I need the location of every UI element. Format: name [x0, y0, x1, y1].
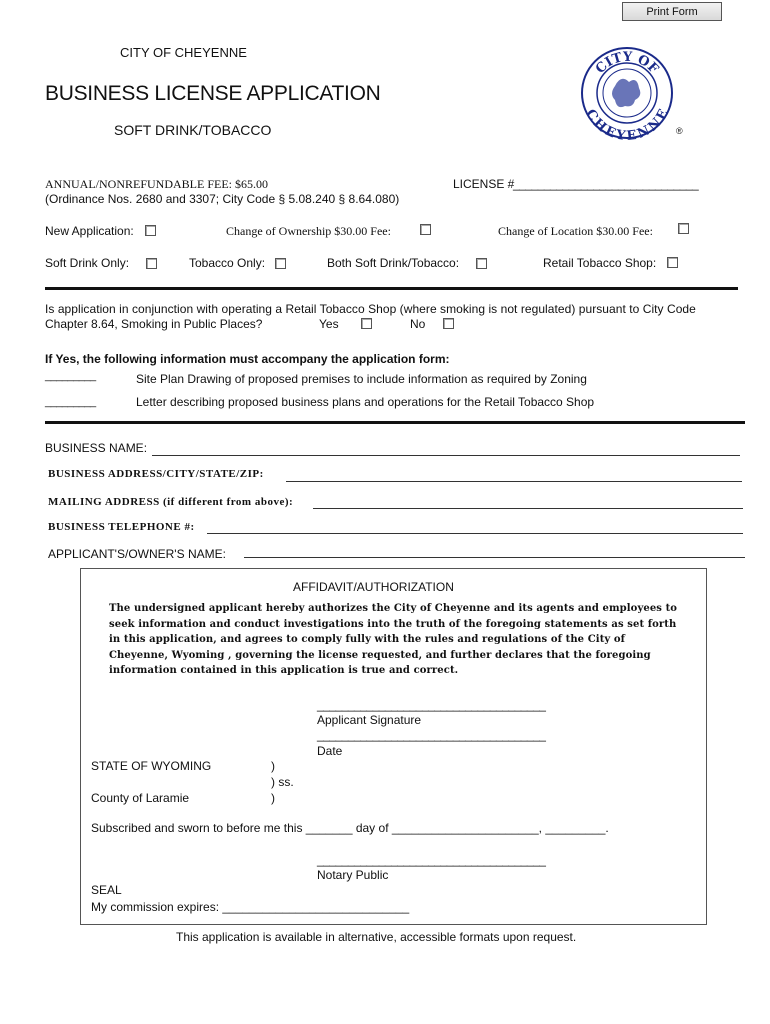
print-form-button[interactable]: Print Form	[622, 2, 722, 21]
paren-1: )	[271, 759, 275, 773]
retail-tobacco-shop-checkbox[interactable]	[667, 257, 678, 268]
business-telephone-label: BUSINESS TELEPHONE #:	[48, 521, 195, 533]
business-telephone-field[interactable]	[207, 533, 743, 534]
notary-signature-field[interactable]: _____________________________________	[317, 853, 546, 867]
seal-registered-mark: ®	[676, 126, 683, 136]
business-address-field[interactable]	[286, 481, 742, 482]
date-field[interactable]: _____________________________________	[317, 728, 546, 742]
change-location-label: Change of Location $30.00 Fee:	[498, 224, 653, 238]
change-location-checkbox[interactable]	[678, 223, 689, 234]
no-label: No	[410, 317, 426, 331]
divider	[45, 421, 745, 424]
commission-expires-line[interactable]: My commission expires: ____________________________	[91, 900, 410, 914]
seal-text-top: CITY OF	[592, 49, 662, 77]
letter-blank[interactable]: _________	[45, 396, 96, 408]
notary-public-label: Notary Public	[317, 868, 389, 882]
if-yes-heading: If Yes, the following information must accompany the application form:	[45, 352, 450, 366]
soft-drink-only-checkbox[interactable]	[146, 258, 157, 269]
applicant-signature-label: Applicant Signature	[317, 713, 422, 727]
state-label: STATE OF WYOMING	[91, 759, 212, 773]
county-label: County of Laramie	[91, 791, 190, 805]
city-name: CITY OF CHEYENNE	[120, 45, 247, 60]
seal-text-bottom: CHEYENNE	[582, 107, 672, 141]
business-address-label: BUSINESS ADDRESS/CITY/STATE/ZIP:	[48, 468, 264, 480]
affidavit-text: The undersigned applicant hereby authorizes the City of Cheyenne and its agents and employees to seek information and conduct investigations into the truth of the foregoing statements as set forth in this application, and agrees to comply fully with the rules and regulations of the City of Cheyenne, Wyoming , governing the license requested, and further declares that the foregoing information contained in this application is true and correct.	[109, 603, 678, 676]
ordinance-line: (Ordinance Nos. 2680 and 3307; City Code § 5.08.240 § 8.64.080)	[45, 192, 400, 206]
seal-label: SEAL	[91, 883, 122, 897]
both-checkbox[interactable]	[476, 258, 487, 269]
license-number-label: LICENSE #	[453, 177, 515, 191]
yes-checkbox[interactable]	[361, 318, 372, 329]
mailing-address-label: MAILING ADDRESS (if different from above):	[48, 496, 294, 508]
footer-note: This application is available in alternative, accessible formats upon request.	[176, 930, 577, 944]
applicant-name-field[interactable]	[244, 557, 745, 558]
change-ownership-label: Change of Ownership $30.00 Fee:	[226, 224, 391, 238]
tobacco-only-label: Tobacco Only:	[189, 256, 266, 270]
yes-label: Yes	[319, 317, 339, 331]
page-subtitle: SOFT DRINK/TOBACCO	[114, 122, 272, 138]
divider	[45, 287, 738, 290]
site-plan-item: Site Plan Drawing of proposed premises to include information as required by Zoning	[136, 372, 587, 386]
both-label: Both Soft Drink/Tobacco:	[327, 256, 460, 270]
applicant-signature-field[interactable]: _____________________________________	[317, 698, 546, 712]
city-seal-logo	[580, 46, 675, 141]
subscribed-line[interactable]: Subscribed and sworn to before me this _______ day of ______________________, _________.	[91, 821, 609, 835]
retail-question-line2: Chapter 8.64, Smoking in Public Places?	[45, 317, 263, 331]
page-title: BUSINESS LICENSE APPLICATION	[45, 82, 381, 105]
fee-line: ANNUAL/NONREFUNDABLE FEE: $65.00	[45, 177, 268, 191]
site-plan-blank[interactable]: _________	[45, 370, 96, 382]
mailing-address-field[interactable]	[313, 508, 743, 509]
no-checkbox[interactable]	[443, 318, 454, 329]
applicant-name-label: APPLICANT'S/OWNER'S NAME:	[48, 547, 226, 561]
affidavit-heading: AFFIDAVIT/AUTHORIZATION	[293, 580, 454, 594]
change-ownership-checkbox[interactable]	[420, 224, 431, 235]
license-number-field[interactable]: ______________________________	[513, 177, 699, 191]
paren-3: )	[271, 791, 275, 805]
retail-question: Is application in conjunction with operating a Retail Tobacco Shop (where smoking is not regulated) pursuant to City Code	[45, 302, 696, 316]
letter-item: Letter describing proposed business plans and operations for the Retail Tobacco Shop	[136, 395, 595, 409]
new-application-label: New Application:	[45, 224, 134, 238]
new-application-checkbox[interactable]	[145, 225, 156, 236]
tobacco-only-checkbox[interactable]	[275, 258, 286, 269]
date-label: Date	[317, 744, 343, 758]
ss-label: ) ss.	[271, 775, 294, 789]
retail-tobacco-shop-label: Retail Tobacco Shop:	[543, 256, 657, 270]
soft-drink-only-label: Soft Drink Only:	[45, 256, 130, 270]
business-name-label: BUSINESS NAME:	[45, 441, 148, 455]
business-name-field[interactable]	[152, 455, 740, 456]
